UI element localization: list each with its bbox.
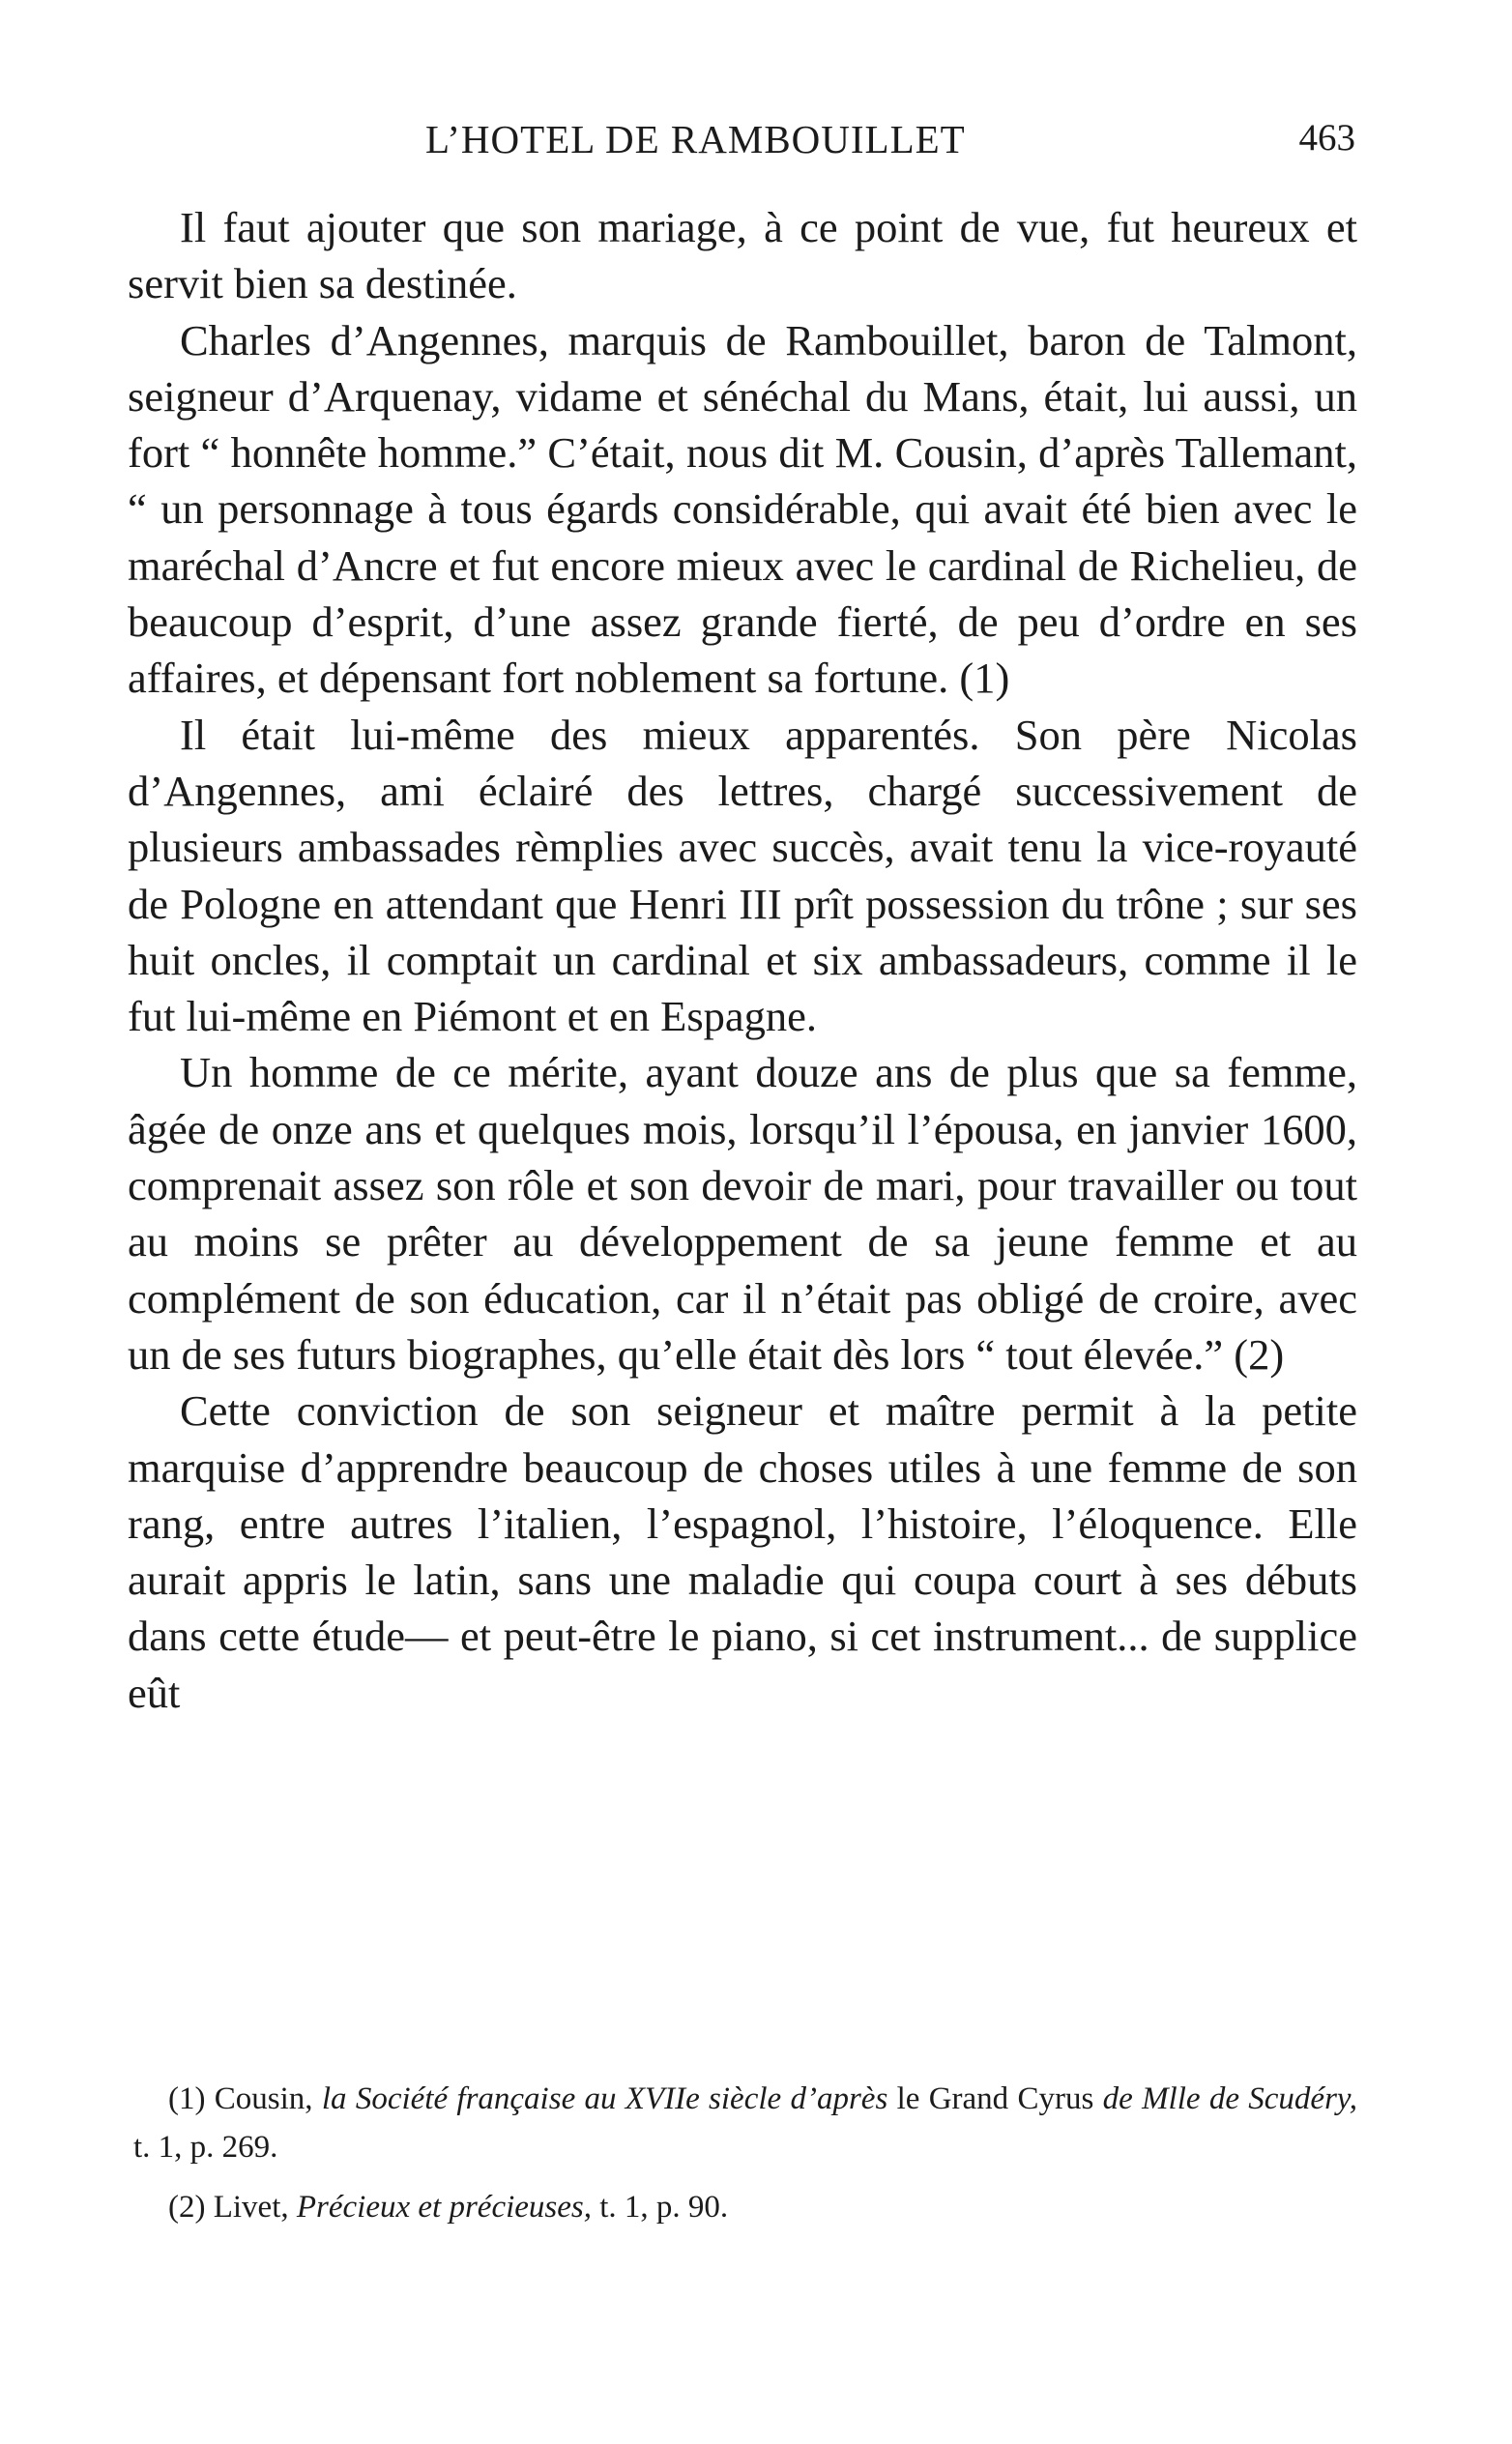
paragraph: Il était lui-même des mieux apparentés. Son père Nicolas d’Angennes, ami éclairé des lettres, chargé successivement de plusieurs ambassades rèmplies avec succès, avait tenu la vice-royauté de Pologne en attendant que Henri III prît possession du trône ; sur ses huit oncles, il comptait un cardinal et six ambassadeurs, comme il le fut lui-même en Piémont et en Espagne. [128,710,1357,1041]
footnote-work: le Grand Cyrus [896,2081,1094,2116]
page-header [126,116,1355,174]
footnote-reference: t. 1, p. 269. [133,2130,278,2165]
running-title: L’HOTEL DE RAMBOUILLET [425,117,966,161]
paragraph: Il faut ajouter que son mariage, à ce point de vue, fut heureux et servit bien sa destinée. [128,203,1357,308]
paragraph: Un homme de ce mérite, ayant douze ans de plus que sa femme, âgée de onze ans et quelques mois, lorsqu’il l’épousa, en janvier 1600, comprenait assez son rôle et son devoir de mari, pour travailler ou tout au moins se prêter au développement de sa jeune femme et au complément de son éducation, car il n’était pas obligé de croire, avec un de ses futurs biographes, qu’elle était dès lors “ tout élevée.” (2) [128,1048,1357,1379]
footnote-1 [133,2075,1357,2171]
footnote-author: Cousin, [214,2081,313,2116]
footnote-author: Livet, [213,2190,289,2225]
footnote-marker: (2) [168,2190,206,2225]
footnotes [133,2075,1357,2243]
footnote-2 [133,2183,1357,2231]
footnote-reference: t. 1, p. 90. [599,2190,729,2225]
body-text [128,199,1357,1721]
paragraph: Charles d’Angennes, marquis de Rambouillet, baron de Talmont, seigneur d’Arquenay, vidame et sénéchal du Mans, était, lui aussi, un fort “ honnête homme.” C’était, nous dit M. Cousin, d’après Tallemant, “ un personnage à tous égards considérable, qui avait été bien avec le maréchal d’Ancre et fut encore mieux avec le cardinal de Richelieu, de beaucoup d’esprit, d’une assez grande fierté, de peu d’ordre en ses affaires, et dépensant fort noblement sa fortune. (1) [128,315,1357,703]
footnote-attribution: de Mlle de Scudéry, [1102,2081,1357,2116]
footnote-marker: (1) [168,2081,206,2116]
footnote-title: Précieux et précieuses, [296,2190,592,2225]
page-number: 463 [1298,117,1355,159]
paragraph: Cette conviction de son seigneur et maître permit à la petite marquise d’apprendre beaucoup de choses utiles à une femme de son rang, entre autres l’italien, l’espagnol, l’histoire, l’éloquence. Elle aurait appris le latin, sans une maladie qui coupa court à ses débuts dans cette étude— et peut-être le piano, si cet instrument... de supplice eût [128,1386,1357,1717]
footnote-title: la Société française au XVIIe siècle d’après [321,2081,888,2116]
